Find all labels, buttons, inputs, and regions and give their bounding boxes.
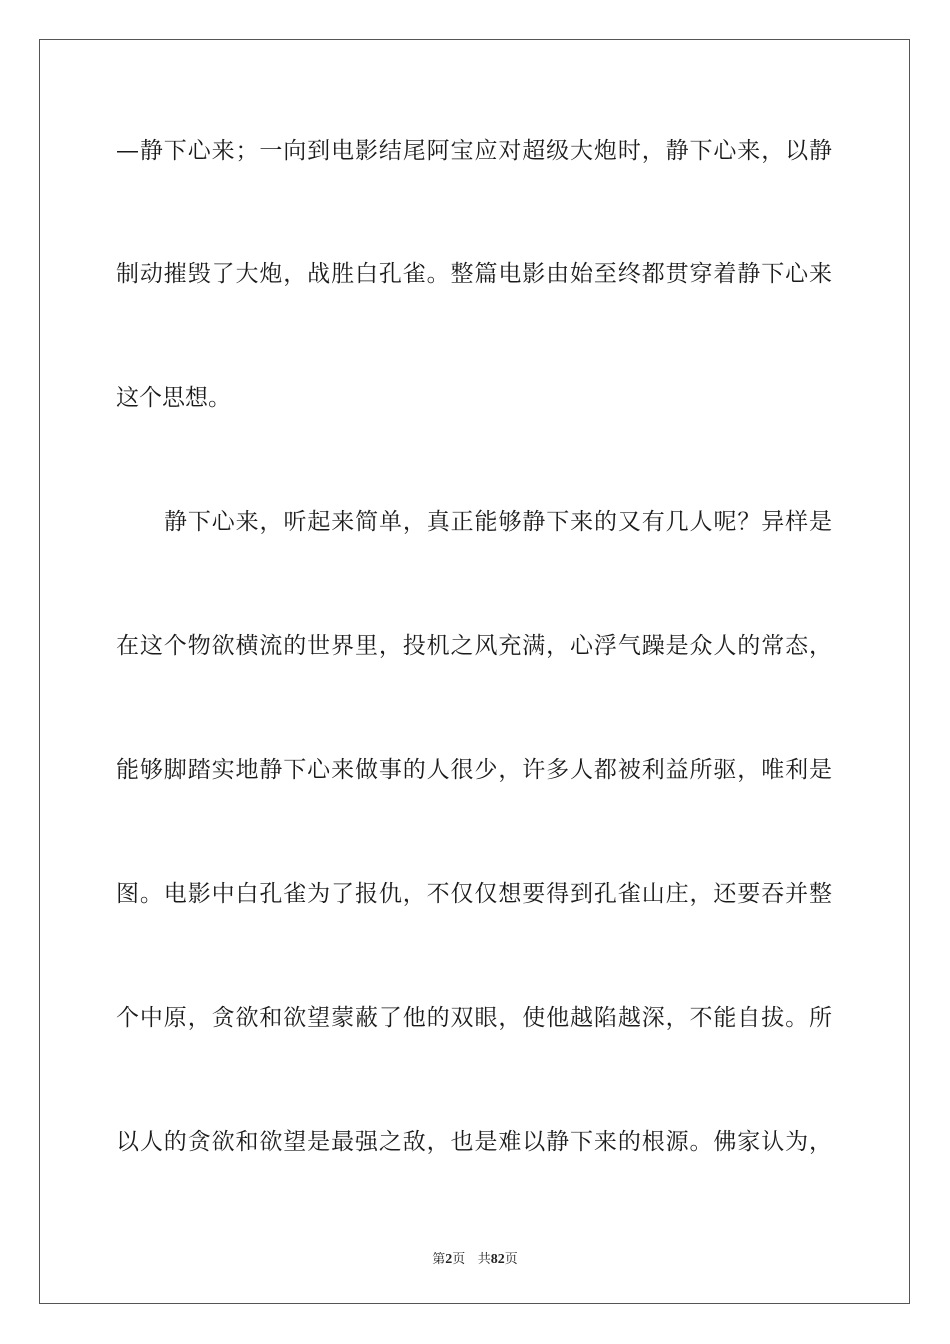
text-line-8: 个中原，贪欲和欲望蒙蔽了他的双眼，使他越陷越深，不能自拔。所 [116,1005,832,1031]
text-line-2: 制动摧毁了大炮，战胜白孔雀。整篇电影由始至终都贯穿着静下心来 [116,261,832,287]
text-line-4: 静下心来，听起来简单，真正能够静下来的又有几人呢？异样是 [164,509,832,535]
text-line-7: 图。电影中白孔雀为了报仇，不仅仅想要得到孔雀山庄，还要吞并整 [116,881,832,907]
text-line-5: 在这个物欲横流的世界里，投机之风充满，心浮气躁是众人的常态， [116,633,832,659]
total-pages: 82 [490,1252,505,1267]
total-prefix: 共 [477,1252,491,1267]
page-footer [0,1248,950,1268]
text-line-1: —静下心来；一向到电影结尾阿宝应对超级大炮时，静下心来，以静 [116,138,832,164]
total-suffix: 页 [504,1252,518,1267]
page-border [39,39,910,1304]
text-line-6: 能够脚踏实地静下心来做事的人很少，许多人都被利益所驱，唯利是 [116,757,832,783]
text-line-9: 以人的贪欲和欲望是最强之敌，也是难以静下来的根源。佛家认为， [116,1129,832,1155]
page-number: 2 [445,1252,453,1267]
page-prefix: 第 [432,1252,446,1267]
page-suffix: 页 [452,1252,466,1267]
text-line-3: 这个思想。 [116,385,231,411]
